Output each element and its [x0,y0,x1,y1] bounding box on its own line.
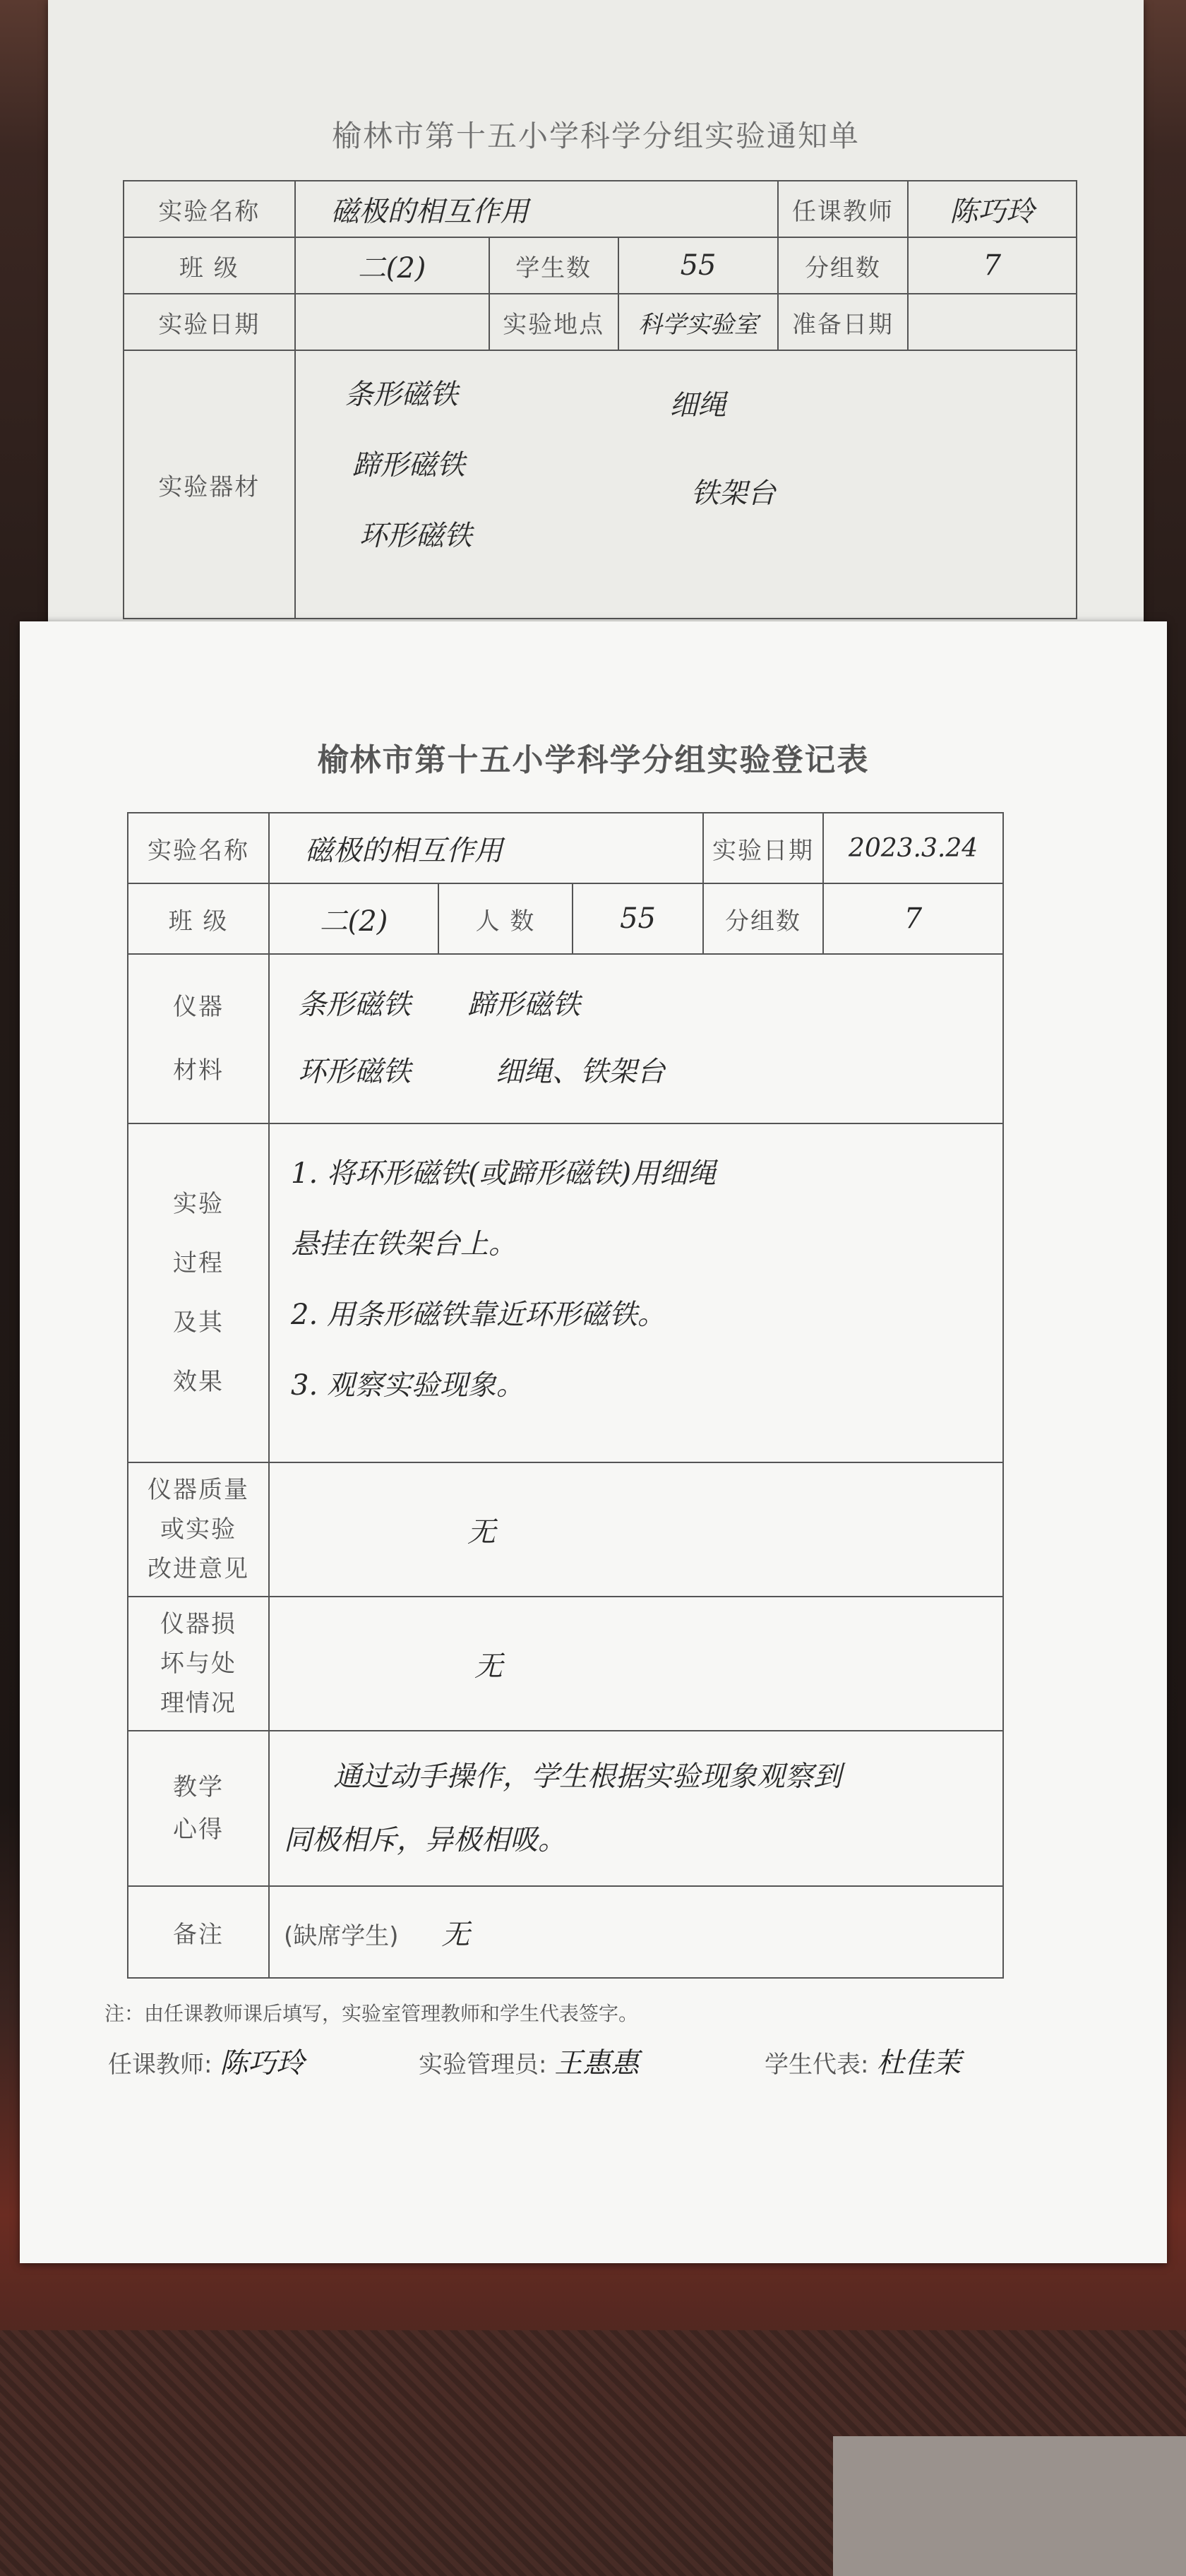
damage-label [128,1597,269,1731]
teaching-cell [269,1731,1003,1886]
class-value: 二(2) [269,883,438,954]
groups-value: 7 [908,237,1077,294]
place-label: 实验地点 [489,294,618,350]
student-signature [765,2041,961,2081]
teacher-value: 陈巧玲 [908,181,1077,237]
equipment-cell [295,350,1077,619]
equipment-item: 铁架台 [690,477,776,510]
groups-label: 分组数 [778,237,907,294]
place-value: 科学实验室 [618,294,778,350]
teaching-line: 同极相斥，异极相吸。 [284,1824,566,1856]
teacher-label: 任课教师 [778,181,907,237]
process-line: 2. 用条形磁铁靠近环形磁铁。 [291,1299,666,1331]
form-note: 注：由任课教师课后填写，实验室管理教师和学生代表签字。 [104,2002,639,2025]
process-line: 3. 观察实验现象。 [291,1369,525,1402]
process-cell [269,1123,1003,1462]
teaching-label [128,1731,269,1886]
instrument-line: 环形磁铁 细绳、铁架台 [298,1056,665,1088]
process-label-line: 过程 [173,1249,224,1277]
class-value: 二(2) [295,237,489,294]
teaching-label-line: 教学 [173,1773,224,1801]
process-label-line: 效果 [173,1368,224,1396]
class-label: 班 级 [124,237,295,294]
groups-label: 分组数 [703,883,823,954]
date-label: 实验日期 [124,294,295,350]
admin-sign-value: 王惠惠 [554,2047,640,2080]
exp-name-value: 磁极的相互作用 [269,813,703,883]
people-value: 55 [573,883,703,954]
students-label: 学生数 [489,237,618,294]
quality-label-line: 改进意见 [148,1555,249,1583]
remark-label: 备注 [128,1886,269,1978]
notification-sheet [48,0,1144,636]
remark-value: 无 [441,1918,470,1951]
damage-value: 无 [269,1597,1003,1731]
return-label: 准备日期 [778,294,907,350]
quality-value: 无 [269,1462,1003,1597]
quality-label-line: 仪器质量 [148,1476,249,1504]
remark-cell [269,1886,1003,1978]
admin-sign-label: 实验管理员: [419,2051,547,2079]
people-label: 人 数 [438,883,573,954]
process-label-line: 及其 [173,1308,224,1337]
exp-name-label: 实验名称 [124,181,295,237]
date-value [295,294,489,350]
student-sign-label: 学生代表: [765,2051,869,2079]
students-value: 55 [618,237,778,294]
remark-prefix: (缺席学生) [284,1921,399,1950]
exp-name-label: 实验名称 [128,813,269,883]
equipment-item: 蹄形磁铁 [352,449,465,482]
instrument-line: 条形磁铁 蹄形磁铁 [298,989,580,1021]
notification-table [123,180,1077,619]
process-label [128,1123,269,1462]
teaching-line: 通过动手操作，学生根据实验现象观察到 [333,1760,841,1793]
damage-label-line: 仪器损 [160,1610,236,1638]
process-line: 1. 将环形磁铁(或蹄形磁铁)用细绳 [291,1157,717,1190]
process-line: 悬挂在铁架台上。 [291,1228,517,1260]
return-value [908,294,1077,350]
damage-label-line: 理情况 [160,1689,236,1717]
instrument-label-line: 材料 [173,1056,224,1085]
damage-label-line: 坏与处 [160,1650,236,1678]
equipment-label: 实验器材 [124,350,295,619]
exp-name-value: 磁极的相互作用 [295,181,779,237]
instrument-cell [269,954,1003,1123]
process-label-line: 实验 [173,1190,224,1218]
registration-table [127,812,1004,1979]
instrument-label [128,954,269,1123]
student-sign-value: 杜佳茉 [876,2047,962,2080]
quality-label [128,1462,269,1597]
registration-sheet [20,621,1167,2263]
equipment-item: 环形磁铁 [359,520,472,552]
instrument-label-line: 仪器 [173,993,224,1021]
teacher-sign-value: 陈巧玲 [220,2047,305,2080]
quality-label-line: 或实验 [160,1515,236,1544]
registration-title: 榆林市第十五小学科学分组实验登记表 [317,742,870,778]
notification-title: 榆林市第十五小学科学分组实验通知单 [331,119,860,153]
teaching-label-line: 心得 [173,1815,224,1844]
teacher-sign-label: 任课教师: [108,2051,212,2079]
equipment-item: 细绳 [669,389,726,422]
equipment-item: 条形磁铁 [345,378,458,411]
groups-value: 7 [823,883,1003,954]
date-value: 2023.3.24 [823,813,1003,883]
class-label: 班 级 [128,883,269,954]
date-label: 实验日期 [703,813,823,883]
admin-signature [419,2041,639,2081]
teacher-signature [108,2041,304,2081]
floor [833,2436,1186,2576]
